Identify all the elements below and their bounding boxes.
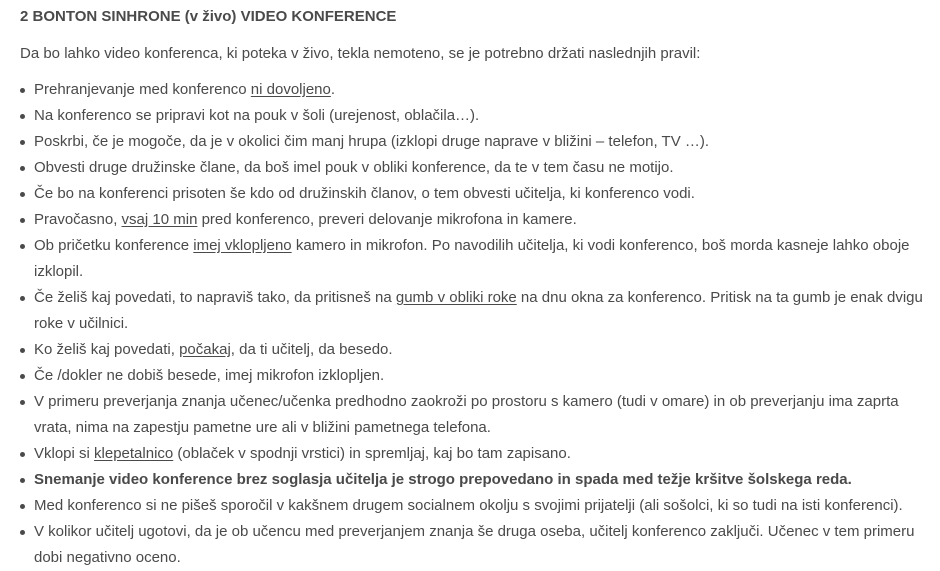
item-text: pred konferenco, preveri delovanje mikrofona in kamere. — [197, 211, 577, 228]
item-text: Če želiš kaj povedati, to napraviš tako, da pritisneš na — [34, 289, 396, 306]
list-item — [20, 285, 932, 337]
section-heading: 2 BONTON SINHRONE (v živo) VIDEO KONFERENCE — [20, 8, 397, 25]
item-text: Prehranjevanje med konferenco — [34, 81, 251, 98]
intro-paragraph: Da bo lahko video konferenca, ki poteka v živo, tekla nemoteno, se je potrebno držati naslednjih pravil: — [20, 45, 701, 62]
item-text: . — [330, 81, 336, 98]
item-text: (oblaček v spodnji vrstici) in spremljaj, kaj bo tam zapisano. — [173, 445, 571, 462]
item-text: Če /dokler ne dobiš besede, imej mikrofon izklopljen. — [34, 367, 385, 384]
list-item — [20, 77, 932, 103]
list-item — [20, 103, 932, 129]
item-text: Na konferenco se pripravi kot na pouk v šoli (urejenost, oblačila…). — [34, 107, 480, 124]
underlined-text: počakaj — [179, 341, 231, 358]
item-text: Pravočasno, — [34, 211, 122, 228]
item-text: V primeru preverjanja znanja učenec/učenka predhodno zaokroži po prostoru s kamero (tudi v omare) in ob preverjanju ima zaprta vrata, nima na zapestju pametne ure ali v bližini pametnega telefona. — [34, 393, 899, 436]
list-item — [20, 233, 932, 285]
list-item — [20, 181, 932, 207]
list-item — [20, 519, 932, 571]
underlined-text: gumb v obliki roke — [395, 289, 517, 306]
list-item — [20, 207, 932, 233]
list-item — [20, 337, 932, 363]
item-text: Ob pričetku konference — [34, 237, 194, 254]
item-text: Poskrbi, če je mogoče, da je v okolici čim manj hrupa (izklopi druge naprave v bližini – telefon, TV …). — [34, 133, 710, 150]
item-text: Ko želiš kaj povedati, — [34, 341, 180, 358]
underlined-text: klepetalnico — [94, 445, 174, 462]
item-text: V kolikor učitelj ugotovi, da je ob učencu med preverjanjem znanja še druga oseba, učitelj konferenco zaključi. Učenec v tem primeru dobi negativno oceno. — [34, 523, 915, 566]
item-text: Snemanje video konference brez soglasja učitelja je strogo prepovedano in spada med težje kršitve šolskega reda. — [34, 471, 852, 488]
list-item — [20, 363, 932, 389]
list-item — [20, 129, 932, 155]
item-text: Obvesti druge družinske člane, da boš imel pouk v obliki konference, da te v tem času ne motijo. — [34, 159, 674, 176]
list-item — [20, 493, 932, 519]
list-item — [20, 155, 932, 181]
item-text: Med konferenco si ne pišeš sporočil v kakšnem drugem socialnem okolju s svojimi prijatelji (ali sošolci, ki so tudi na isti konferenci). — [34, 497, 903, 514]
list-item — [20, 467, 932, 493]
underlined-text: imej vklopljeno — [193, 237, 292, 254]
underlined-text: ni dovoljeno — [250, 81, 331, 98]
list-item — [20, 441, 932, 467]
underlined-text: vsaj 10 min — [121, 211, 198, 228]
item-text: , da ti učitelj, da besedo. — [230, 341, 393, 358]
list-item — [20, 389, 932, 441]
item-text: Vklopi si — [34, 445, 95, 462]
item-text: kamero in mikrofon. Po navodilih učitelja, ki vodi konferenco, boš morda kasneje lahko oboje izklopil. — [34, 237, 910, 280]
item-text: na dnu okna za konferenco. Pritisk na ta gumb je enak dvigu roke v učilnici. — [34, 289, 923, 332]
item-text: Če bo na konferenci prisoten še kdo od družinskih članov, o tem obvesti učitelja, ki konferenco vodi. — [34, 185, 695, 202]
rules-list — [20, 77, 932, 571]
